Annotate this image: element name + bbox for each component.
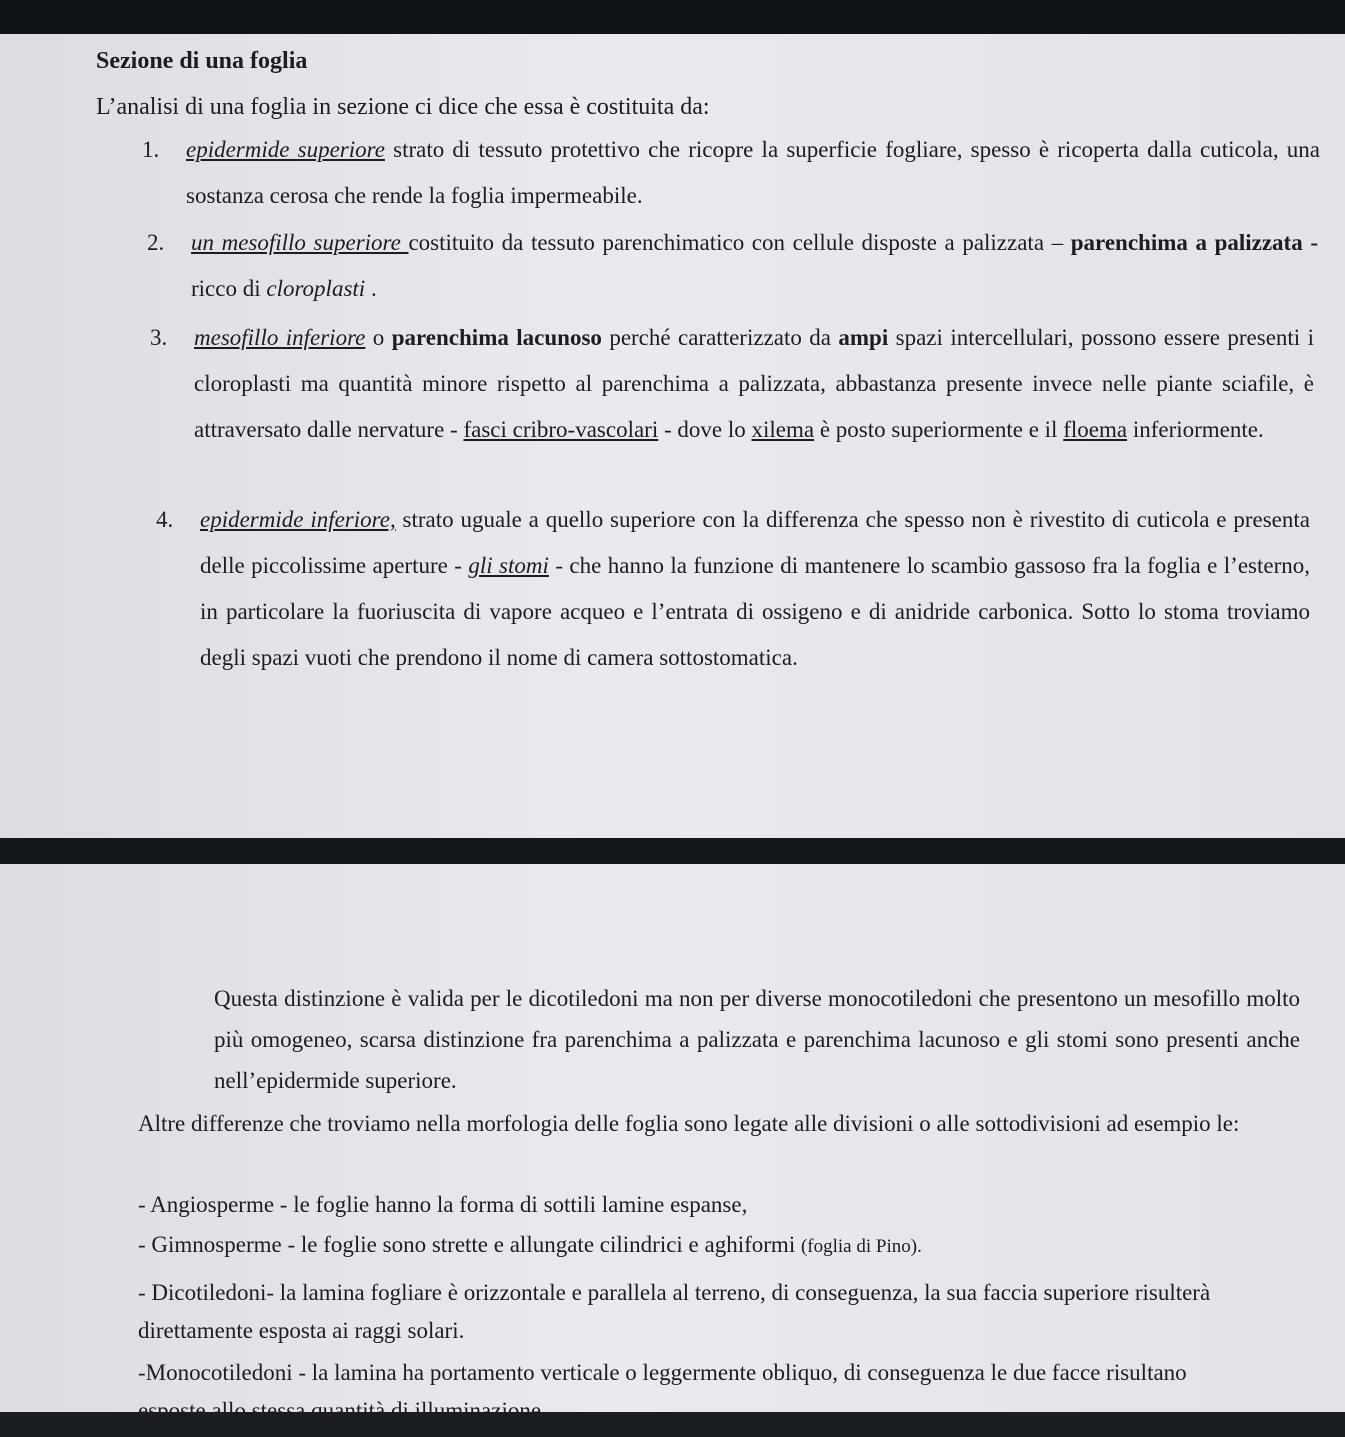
item-text: . — [365, 276, 377, 301]
note-paragraph: Questa distinzione è valida per le dicotiledoni ma non per diverse monocotiledoni che presentono un mesofillo molto più omogeneo, scarsa distinzione fra parenchima a palizzata e parenchima lacunoso e gli stomi sono presenti anche nell’epidermide superiore. — [214, 986, 1300, 1093]
item-text: ricco di — [191, 276, 267, 301]
item-text: strato di tessuto protettivo che ricopre la superficie fogliare, spesso è ricoperta dalla cuticola, una sostanza cerosa che rende la foglia impermeabile. — [186, 137, 1320, 208]
list-item — [142, 127, 1320, 219]
list-number: 2. — [147, 230, 165, 255]
bold-term: parenchima a palizzata - — [1070, 230, 1318, 255]
list-number: 1. — [142, 137, 160, 162]
dash-item-dicotiledoni: - Dicotiledoni- la lamina fogliare è orizzontale e parallela al terreno, di conseguenza, la sua faccia superiore risulterà direttamente esposta ai raggi solari. — [138, 1280, 1211, 1343]
intro-text: L’analisi di una foglia in sezione ci dice che essa è costituita da: — [96, 94, 710, 120]
list-item — [156, 497, 1311, 681]
underlined-term: floema — [1063, 417, 1128, 442]
term-mesofillo-superiore: un mesofillo superiore — [191, 230, 409, 255]
page-title: Sezione di una foglia — [96, 48, 308, 74]
dash-item-monocotiledoni: -Monocotiledoni - la lamina ha portamento verticale o leggermente obliquo, di conseguenza le due facce risultano esposte allo stessa quantità di illuminazione. — [138, 1360, 1187, 1423]
item-text: strato uguale a quello superiore con la differenza che spesso non è rivestito di cuticola e presenta delle piccolissime aperture - — [200, 507, 1310, 578]
bold-term: ampi — [838, 325, 889, 350]
underlined-term: gli stomi — [468, 553, 549, 578]
list-item — [147, 220, 1318, 312]
term-mesofillo-inferiore: mesofillo inferiore — [194, 325, 366, 350]
italic-term: cloroplasti — [266, 276, 366, 301]
item-text: inferiormente. — [1127, 417, 1264, 442]
dash-item-gimnosperme — [138, 1226, 1288, 1266]
item-text: - che hanno la funzione di mantenere lo scambio gassoso fra la foglia e l’esterno, in particolare la fuoriuscita di vapore acqueo e l’entrata di ossigeno e di anidride carbonica. Sotto lo stoma troviamo degli spazi vuoti che prendono il nome di camera sottostomatica. — [200, 553, 1311, 670]
differences-paragraph: Altre differenze che troviamo nella morfologia delle foglia sono legate alle divisioni o alle sottodivisioni ad esempio le: — [138, 1111, 1240, 1136]
list-item — [150, 315, 1314, 453]
underlined-term: fasci cribro-vascolari — [463, 417, 659, 442]
dash-item-angiosperme: - Angiosperme - le foglie hanno la forma di sottili lamine espanse, — [138, 1192, 748, 1217]
item-text: perché caratterizzato da — [601, 325, 839, 350]
item-text: costituito da tessuto parenchimatico con cellule disposte a palizzata – — [408, 230, 1071, 255]
dash-note: (foglia di Pino). — [800, 1236, 922, 1257]
list-number: 3. — [150, 325, 168, 350]
item-text: o — [365, 325, 392, 350]
bold-term: parenchima lacunoso — [391, 325, 602, 350]
term-epidermide-inferiore: epidermide inferiore, — [200, 507, 396, 532]
term-epidermide-superiore: epidermide superiore — [186, 137, 385, 162]
underlined-term: xilema — [751, 417, 815, 442]
list-number: 4. — [156, 507, 174, 532]
dash-text: - Gimnosperme - le foglie sono strette e allungate cilindrici e aghiformi — [138, 1232, 801, 1257]
item-text: - dove lo — [658, 417, 752, 442]
item-text: è posto superiormente e il — [814, 417, 1064, 442]
item-text: spazi intercellulari, possono essere presenti i cloroplasti ma quantità minore rispetto al parenchima a palizzata, abbastanza presente invece nelle piante sciafile, è attraversato dalle nervature - — [194, 325, 1314, 442]
screen-bezel-top — [0, 0, 1345, 38]
